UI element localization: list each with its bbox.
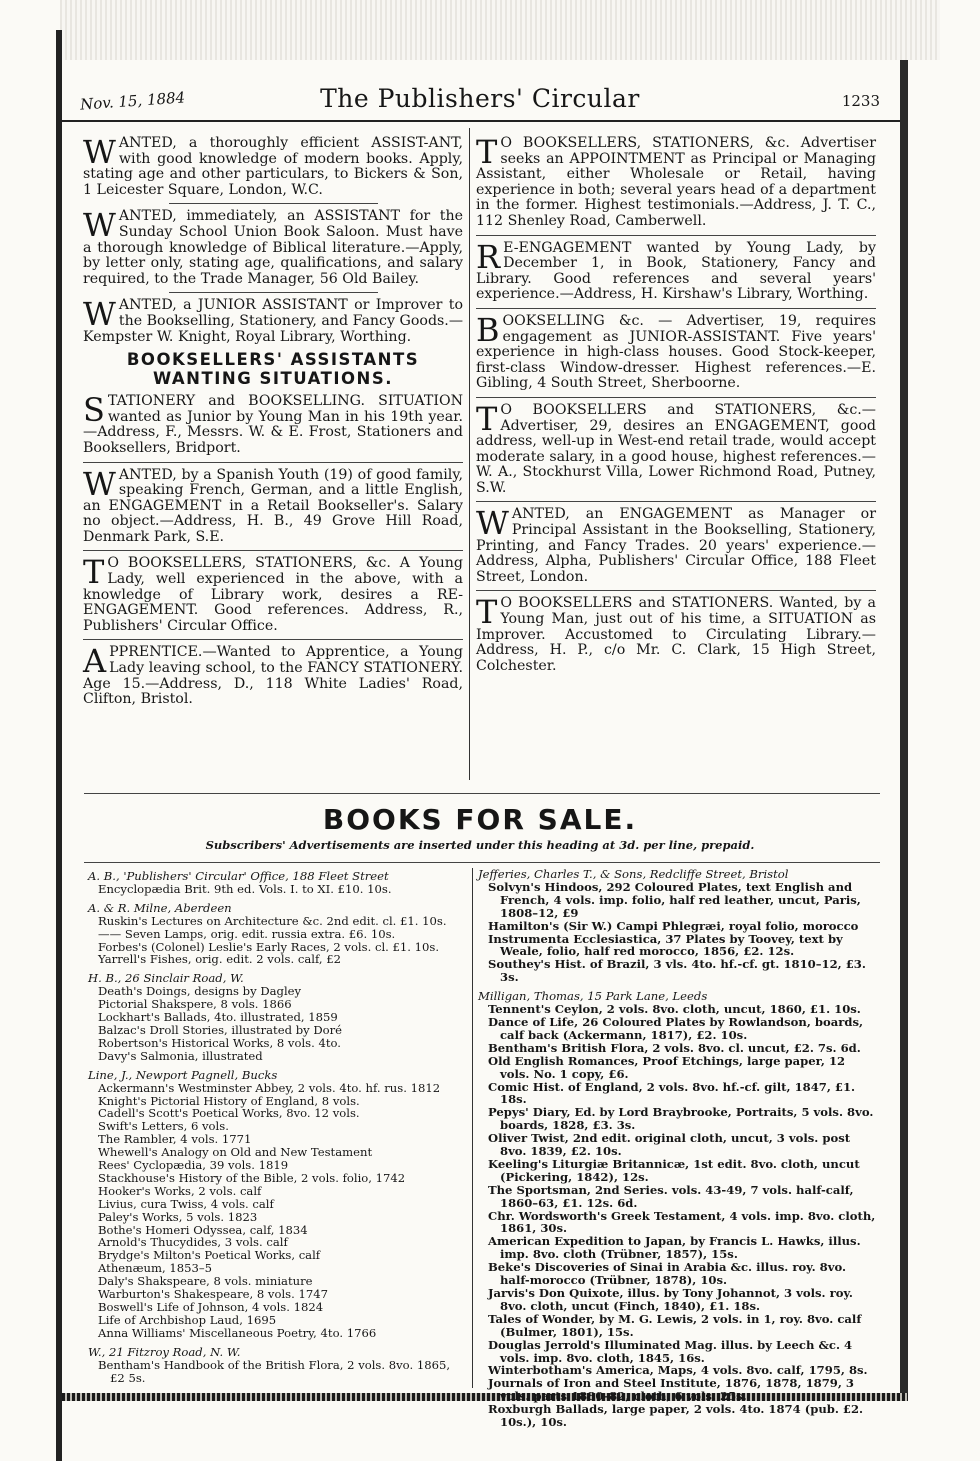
header-rule bbox=[62, 120, 900, 122]
book-item: Hamilton's (Sir W.) Campi Phlegræi, royal folio, morocco bbox=[488, 918, 859, 933]
ad-text: O BOOKSELLERS and STATIONERS. Wanted, by a Young Man, just out of his time, a SITUATION as Improver. Accustomed to Circulating Library.—Address, H. P., c/o Mr. C. Clark, 15 High Street, Colchester. bbox=[476, 595, 876, 674]
seller-name: A. B., 'Publishers' Circular' Office, 188 Fleet Street bbox=[88, 869, 389, 883]
seller-listing bbox=[88, 1346, 466, 1385]
book-item: Stackhouse's History of the Bible, 2 vols. folio, 1742 bbox=[98, 1170, 406, 1185]
ad-text: ANTED, a thoroughly efficient ASSIST-ANT, with good knowledge of modern books. Apply, stating age and other particulars, to Bickers & Son, 1 Leicester Square, London, W.C. bbox=[83, 135, 463, 198]
classified-ad bbox=[83, 642, 463, 708]
page-header bbox=[80, 78, 880, 118]
book-item: Robertson's Historical Works, 8 vols. 4to. bbox=[98, 1035, 341, 1050]
page-binding-edge bbox=[56, 30, 62, 1461]
book-item: Brydge's Milton's Poetical Works, calf bbox=[98, 1248, 321, 1263]
book-item: Dance of Life, 26 Coloured Plates by Rowlandson, boards, calf back (Ackermann, 1817), £2. 10s. bbox=[488, 1014, 864, 1042]
book-item: Roxburgh Ballads, large paper, 2 vols. 4to. 1874 (pub. £2. 10s.), 10s. bbox=[488, 1402, 864, 1430]
seller-name: Line, J., Newport Pagnell, Bucks bbox=[88, 1067, 278, 1082]
book-item: Whewell's Analogy on Old and New Testament bbox=[98, 1145, 373, 1160]
book-item: Daly's Shakspeare, 8 vols. miniature bbox=[98, 1274, 313, 1289]
book-item: Swift's Letters, 6 vols. bbox=[98, 1119, 229, 1134]
book-item: Lockhart's Ballads, 4to. illustrated, 1859 bbox=[98, 1010, 338, 1025]
ad-text: ANTED, an ENGAGEMENT as Manager or Principal Assistant in the Bookselling, Stationery, Printing, and Fancy Trades. 20 years' experience.—Address, Alpha, Publishers' Circular Office, 188 Fleet Street, London. bbox=[476, 506, 876, 585]
book-item: Cadell's Scott's Poetical Works, 8vo. 12 vols. bbox=[98, 1106, 360, 1121]
books-left-column bbox=[88, 870, 466, 1384]
section-heading: BOOKSELLERS' ASSISTANTS WANTING SITUATIONS. bbox=[126, 350, 420, 389]
seller-listing bbox=[478, 990, 878, 1429]
classified-ad bbox=[83, 464, 463, 546]
books-for-sale-subtitle: Subscribers' Advertisements are inserted under this heading at 3d. per line, prepaid. bbox=[205, 838, 755, 852]
book-item: Life of Archbishop Laud, 1695 bbox=[98, 1312, 277, 1327]
book-item: Winterbotham's America, Maps, 4 vols. 8vo. calf, 1795, 8s. bbox=[488, 1363, 868, 1378]
classified-ad bbox=[83, 133, 463, 198]
seller-listing bbox=[88, 902, 466, 967]
book-item: Pictorial Shakspere, 8 vols. 1866 bbox=[98, 997, 292, 1012]
classified-ad bbox=[476, 399, 876, 497]
book-item: Instrumenta Ecclesiastica, 37 Plates by Toovey, text by Weale, folio, half red morocco, 1856, £2. 12s. bbox=[488, 931, 843, 959]
book-item: American Expedition to Japan, by Francis L. Hawks, illus. imp. 8vo. cloth (Trübner, 1857), 15s. bbox=[488, 1234, 861, 1262]
book-item: Bentham's Handbook of the British Flora, 2 vols. 8vo. 1865, £2 5s. bbox=[98, 1357, 451, 1385]
book-item: Athenæum, 1853–5 bbox=[98, 1261, 213, 1276]
ad-text: ANTED, by a Spanish Youth (19) of good family, speaking French, German, and a little English, an ENGAGEMENT in a Retail Bookseller's. Salary no object.—Address, H. B., 49 Grove Hill Road, Denmark Park, S.E. bbox=[83, 466, 463, 545]
ad-separator bbox=[476, 501, 876, 502]
books-for-sale-title: BOOKS FOR SALE. bbox=[322, 803, 638, 836]
books-rule-bottom bbox=[84, 862, 880, 863]
classified-ad bbox=[83, 391, 463, 456]
ad-separator bbox=[83, 550, 463, 551]
book-item: Davy's Salmonia, illustrated bbox=[98, 1048, 263, 1063]
column-divider bbox=[469, 128, 470, 780]
seller-listing bbox=[88, 1069, 466, 1340]
seller-listing bbox=[88, 870, 466, 896]
book-item: Beke's Discoveries of Sinai in Arabia &c. illus. roy. 8vo. half-morocco (Trübner, 1878), 10s. bbox=[488, 1260, 847, 1288]
book-item: Southey's Hist. of Brazil, 3 vls. 4to. hf.-cf. gt. 1810–12, £3. 3s. bbox=[488, 957, 866, 985]
book-item: Rees' Cyclopædia, 39 vols. 1819 bbox=[98, 1158, 289, 1173]
seller-name: W., 21 Fitzroy Road, N. W. bbox=[88, 1344, 241, 1359]
book-item: Warburton's Shakespeare, 8 vols. 1747 bbox=[98, 1287, 328, 1302]
seller-name: Jefferies, Charles T., & Sons, Redcliffe Street, Bristol bbox=[478, 867, 789, 881]
seller-listing bbox=[478, 868, 878, 984]
book-item: The Sportsman, 2nd Series. vols. 43-49, 7 vols. half-calf, 1860–63, £1. 12s. 6d. bbox=[488, 1182, 854, 1210]
book-item: Ackermann's Westminster Abbey, 2 vols. 4to. hf. rus. 1812 bbox=[98, 1080, 441, 1095]
book-item: Bothe's Homeri Odyssea, calf, 1834 bbox=[98, 1222, 308, 1237]
book-item: Douglas Jerrold's Illuminated Mag. illus. by Leech &c. 4 vols. imp. 8vo. cloth, 1845, 16s. bbox=[488, 1337, 853, 1365]
ad-text: E-ENGAGEMENT wanted by Young Lady, by December 1, in Book, Stationery, Fancy and Library. Good references and several years' experience.—Address, H. Kirshaw's Library, Worthing. bbox=[476, 239, 876, 303]
book-item: Journals of Iron and Steel Institute, 1876, 1878, 1879, 3 vols. parts 1880–82, cloth, 6 vols. 25s. bbox=[488, 1376, 854, 1404]
book-item: Knight's Pictorial History of England, 8 vols. bbox=[98, 1093, 360, 1108]
drop-cap: R bbox=[476, 237, 501, 276]
classified-ad bbox=[83, 206, 463, 287]
book-item: Balzac's Droll Stories, illustrated by Doré bbox=[98, 1022, 343, 1037]
book-item: Pepys' Diary, Ed. by Lord Braybrooke, Portraits, 5 vols. 8vo. boards, 1828, £3. 3s. bbox=[488, 1105, 874, 1133]
book-item: Anna Williams' Miscellaneous Poetry, 4to. 1766 bbox=[98, 1325, 377, 1340]
book-item: Arnold's Thucydides, 3 vols. calf bbox=[98, 1235, 288, 1250]
drop-cap: S bbox=[83, 391, 105, 430]
books-rule-top bbox=[84, 793, 880, 794]
book-item: Tales of Wonder, by M. G. Lewis, 2 vols. in 1, roy. 8vo. calf (Bulmer, 1801), 15s. bbox=[488, 1311, 862, 1339]
classified-ad bbox=[476, 133, 876, 230]
classified-ad bbox=[476, 504, 876, 585]
drop-cap: W bbox=[476, 504, 509, 543]
ad-text: ANTED, a JUNIOR ASSISTANT or Improver to the Bookselling, Stationery, and Fancy Goods.—Kempster W. Knight, Royal Library, Worthing. bbox=[83, 297, 464, 345]
seller-name: Milligan, Thomas, 15 Park Lane, Leeds bbox=[478, 989, 708, 1004]
book-item: Hooker's Works, 2 vols. calf bbox=[98, 1183, 262, 1198]
ad-separator bbox=[169, 203, 378, 204]
books-right-column bbox=[478, 868, 878, 1429]
book-item: Yarrell's Fishes, orig. edit. 2 vols. calf, £2 bbox=[98, 952, 341, 967]
drop-cap: W bbox=[83, 295, 116, 334]
ad-separator bbox=[476, 397, 876, 398]
drop-cap: T bbox=[83, 553, 105, 592]
book-item: Jarvis's Don Quixote, illus. by Tony Johannot, 3 vols. roy. 8vo. cloth, uncut (Finch, 1840), £1. 18s. bbox=[488, 1286, 853, 1313]
page-edge-texture bbox=[60, 0, 940, 60]
book-item: The Rambler, 4 vols. 1771 bbox=[98, 1132, 252, 1147]
ad-separator bbox=[83, 639, 463, 640]
ad-text: PPRENTICE.—Wanted to Apprentice, a Young Lady leaving school, to the FANCY STATIONERY. Age 15.—Address, D., 118 White Ladies' Road, Clifton, Bristol. bbox=[83, 644, 463, 708]
book-item: Death's Doings, designs by Dagley bbox=[98, 984, 302, 999]
seller-listing bbox=[88, 972, 466, 1062]
drop-cap: W bbox=[83, 133, 116, 171]
ad-separator bbox=[169, 292, 378, 293]
ad-text: O BOOKSELLERS and STATIONERS, &c.—Advertiser, 29, desires an ENGAGEMENT, good address, well-up in West-end retail trade, would accept moderate salary, in a good house, highest references.—W. A., Stockhurst Villa, Lower Richmond Road, Putney, S.W. bbox=[476, 401, 876, 496]
drop-cap: T bbox=[476, 399, 498, 438]
book-item: Solvyn's Hindoos, 292 Coloured Plates, text English and French, 4 vols. imp. folio, half red leather, uncut, Paris, 1808–12, £9 bbox=[488, 879, 861, 920]
right-column bbox=[476, 133, 876, 679]
classified-ad bbox=[476, 593, 876, 674]
book-item: Chr. Wordsworth's Greek Testament, 4 vols. imp. 8vo. cloth, 1861, 30s. bbox=[488, 1208, 876, 1236]
book-item: Tennent's Ceylon, 2 vols. 8vo. cloth, uncut, 1860, £1. 10s. bbox=[488, 1002, 861, 1017]
seller-name: A. & R. Milne, Aberdeen bbox=[88, 900, 232, 915]
ad-text: TATIONERY and BOOKSELLING. SITUATION wanted as Junior by Young Man in his 19th year.—Address, F., Messrs. W. & E. Frost, Stationers and Booksellers, Bridport. bbox=[83, 393, 463, 456]
left-column bbox=[83, 133, 464, 713]
drop-cap: T bbox=[476, 593, 498, 632]
issue-date: Nov. 15, 1884 bbox=[79, 88, 186, 114]
page-right-edge bbox=[900, 60, 908, 1400]
book-item: Boswell's Life of Johnson, 4 vols. 1824 bbox=[98, 1300, 324, 1314]
ad-separator bbox=[476, 235, 876, 236]
book-item: Encyclopædia Brit. 9th ed. Vols. I. to XI. £10. 10s. bbox=[98, 881, 392, 896]
ad-separator bbox=[476, 590, 876, 591]
drop-cap: T bbox=[476, 133, 498, 171]
book-item: Keeling's Liturgiæ Britannicæ, 1st edit. 8vo. cloth, uncut (Pickering, 1842), 12s. bbox=[488, 1156, 860, 1184]
publication-title: The Publishers' Circular bbox=[320, 84, 640, 113]
book-item: Bentham's British Flora, 2 vols. 8vo. cl. uncut, £2. 7s. 6d. bbox=[488, 1040, 861, 1055]
drop-cap: W bbox=[83, 464, 116, 503]
drop-cap: W bbox=[83, 206, 116, 245]
ad-text: O BOOKSELLERS, STATIONERS, &c. A Young Lady, well experienced in the above, with a knowledge of Library work, desires a RE-ENGAGEMENT. Good references. Address, R., Publishers' Circular Office. bbox=[83, 555, 463, 634]
book-item: Livius, cura Twiss, 4 vols. calf bbox=[98, 1196, 274, 1211]
book-item: Comic Hist. of England, 2 vols. 8vo. hf.-cf. gilt, 1847, £1. 18s. bbox=[488, 1079, 856, 1107]
classified-ad bbox=[476, 310, 876, 392]
ad-text: ANTED, immediately, an ASSISTANT for the Sunday School Union Book Saloon. Must have a thorough knowledge of Biblical literature.—Apply, by letter only, stating age, qualifications, and salary required, to the Trade Manager, 56 Old Bailey. bbox=[83, 208, 463, 287]
classified-ad bbox=[83, 295, 464, 345]
page-number: 1233 bbox=[841, 92, 880, 110]
ad-separator bbox=[83, 462, 463, 463]
book-item: Forbes's (Colonel) Leslie's Early Races, 2 vols. cl. £1. 10s. bbox=[98, 939, 440, 954]
drop-cap: B bbox=[476, 310, 500, 349]
book-item: Old English Romances, Proof Etchings, large paper, 12 vols. No. 1 copy, £6. bbox=[488, 1053, 846, 1081]
books-column-divider bbox=[472, 868, 473, 1388]
ad-text: OOKSELLING &c. — Advertiser, 19, requires engagement as JUNIOR-ASSISTANT. Five years' experience in high-class houses. Good Stock-keeper, first-class Window-dresser. Highest references.—E. Gibling, 4 South Street, Sherboorne. bbox=[476, 312, 876, 392]
book-item: Oliver Twist, 2nd edit. original cloth, uncut, 3 vols. post 8vo. 1839, £2. 10s. bbox=[488, 1131, 851, 1159]
classified-ad bbox=[476, 237, 876, 303]
ad-separator bbox=[476, 308, 876, 309]
ad-text: O BOOKSELLERS, STATIONERS, &c. Advertiser seeks an APPOINTMENT as Principal or Managing Assistant, either Wholesale or Retail, having experience in both; several years head of a department in the former. Highest testimonials.—Address, J. T. C., 112 Shenley Road, Camberwell. bbox=[476, 135, 876, 229]
drop-cap: A bbox=[83, 642, 107, 681]
seller-name: H. B., 26 Sinclair Road, W. bbox=[88, 971, 244, 986]
book-item: —— Seven Lamps, orig. edit. russia extra. £6. 10s. bbox=[98, 926, 396, 941]
book-item: Paley's Works, 5 vols. 1823 bbox=[98, 1209, 258, 1224]
book-item: Ruskin's Lectures on Architecture &c. 2nd edit. cl. £1. 10s. bbox=[98, 913, 447, 928]
classified-ad bbox=[83, 553, 463, 634]
